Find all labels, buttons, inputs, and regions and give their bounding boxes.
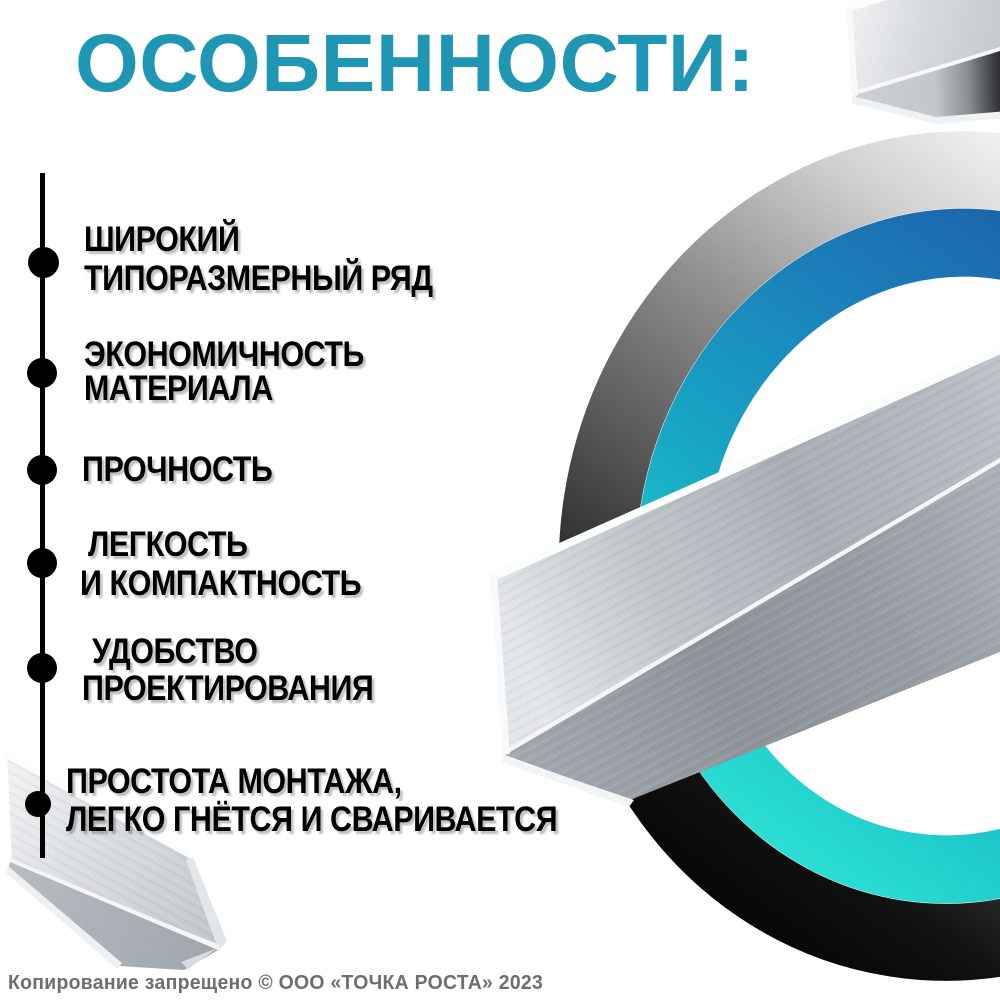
feature-line: ПРОЕКТИРОВАНИЯ [82,669,374,708]
feature-line: ПРОЧНОСТЬ [82,450,273,489]
feature-line: ТИПОРАЗМЕРНЫЙ РЯД [84,259,433,298]
feature-line: И КОМПАКТНОСТЬ [80,564,362,603]
feature-line: ПРОСТОТА МОНТАЖА, [66,762,402,801]
feature-line: ЛЕГКОСТЬ [88,525,248,564]
timeline-dot [27,358,57,388]
timeline-dot [28,247,59,278]
timeline-dot [27,653,57,683]
feature-line: ШИРОКИЙ [84,220,240,259]
page-title: ОСОБЕННОСТИ: [75,18,756,109]
feature-line: МАТЕРИАЛА [84,369,273,408]
feature-line: ЭКОНОМИЧНОСТЬ [84,335,365,374]
timeline-dot [27,455,57,485]
steel-angle-top-right [846,0,1000,124]
steel-angle-large [490,343,1000,807]
copyright-note: Копирование запрещено © ООО «ТОЧКА РОСТА» 2023 [8,972,544,994]
feature-line: ЛЕГКО ГНЁТСЯ И СВАРИВАЕТСЯ [66,800,558,839]
feature-line: УДОБСТВО [92,632,258,671]
timeline-dot [27,548,57,578]
timeline-dot [25,791,51,817]
